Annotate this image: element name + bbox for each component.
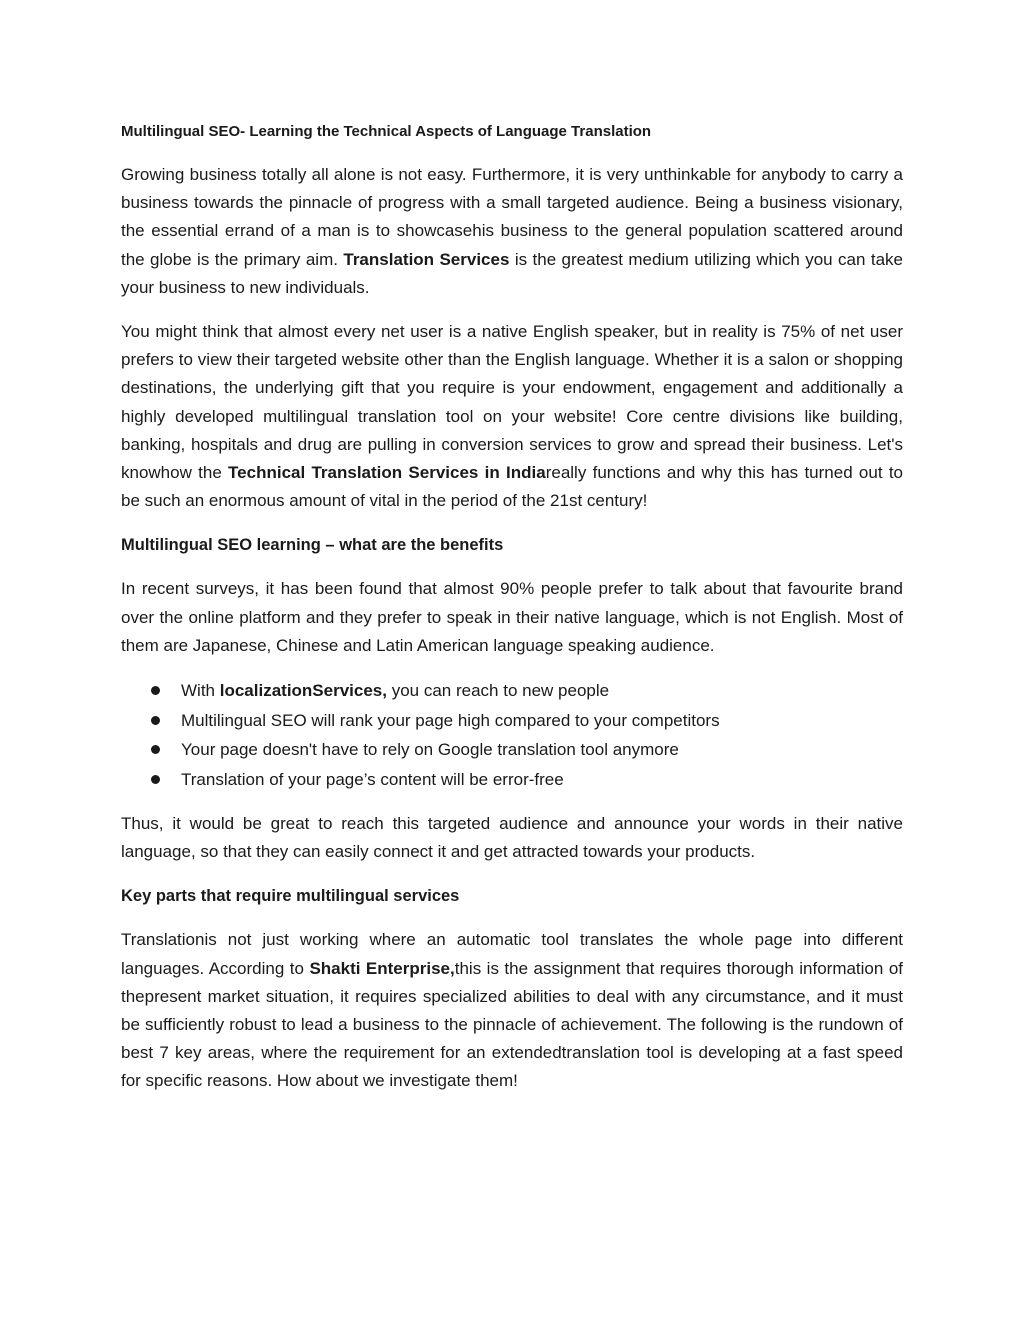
key-parts-heading: Key parts that require multilingual services bbox=[121, 887, 460, 906]
bullet-text: Your page doesn't have to rely on Google translation tool anymore bbox=[181, 740, 679, 760]
bullet-text-start: With bbox=[181, 681, 220, 701]
document-page bbox=[121, 119, 903, 1112]
list-item bbox=[121, 676, 903, 706]
bullet-text: Translation of your page’s content will be error-free bbox=[181, 769, 564, 789]
surveys-paragraph: In recent surveys, it has been found that almost 90% people prefer to talk about that favourite brand over the online platform and they prefer to speak in their native language, which is not English. Most of them are Japanese, Chinese and Latin American language speaking audience. bbox=[121, 579, 903, 655]
translation-services-keyword: Translation Services bbox=[343, 249, 510, 269]
bullet-icon bbox=[151, 745, 160, 754]
shakti-enterprise-keyword: Shakti Enterprise, bbox=[309, 958, 455, 978]
key-parts-paragraph bbox=[121, 926, 903, 1095]
list-item bbox=[121, 765, 903, 795]
key-parts-text-end: this is the assignment that requires thorough information of thepresent market situation, it requires specialized abilities to deal with any circumstance, and it must be sufficiently robust to lead a business to the pinnacle of achievement. The following is the rundown of best 7 key areas, where the requirement for an extendedtranslation tool is developing at a fast speed for specific reasons. How about we investigate them! bbox=[121, 958, 903, 1091]
document-title: Multilingual SEO- Learning the Technical Aspects of Language Translation bbox=[121, 123, 652, 140]
localization-services-keyword: localizationServices, bbox=[219, 681, 387, 701]
native-speaker-paragraph bbox=[121, 318, 903, 515]
intro-text-end: is the greatest medium utilizing which you can take your business to new individuals. bbox=[121, 249, 903, 297]
native-speaker-text-start: You might think that almost every net user is a native English speaker, but in reality is 75% of net user prefers to view their targeted website other than the English language. Whether it is a salon or shopping destinations, the underlying gift that you require is your endowment, engagement and additionally a highly developed multilingual translation tool on your website! Core centre divisions like building, banking, hospitals and drug are pulling in conversion services to grow and spread their business. Let's knowhow the bbox=[121, 322, 903, 483]
bullet-icon bbox=[151, 686, 160, 695]
intro-paragraph bbox=[121, 161, 903, 302]
technical-translation-keyword: Technical Translation Services in India bbox=[228, 463, 546, 483]
native-speaker-text-end: really functions and why this has turned out to be such an enormous amount of vital in the period of the 21st century! bbox=[121, 463, 903, 511]
benefits-list bbox=[121, 676, 903, 794]
bullet-icon bbox=[151, 716, 160, 725]
key-parts-text-start: Translationis not just working where an automatic tool translates the whole page into different languages. According to bbox=[121, 930, 903, 978]
conclusion-paragraph: Thus, it would be great to reach this targeted audience and announce your words in their native language, so that they can easily connect it and get attracted towards your products. bbox=[121, 814, 903, 862]
intro-text-start: Growing business totally all alone is not easy. Furthermore, it is very unthinkable for anybody to carry a business towards the pinnacle of progress with a small targeted audience. Being a business visionary, the essential errand of a man is to showcasehis business to the general population scattered around the globe is the primary aim. bbox=[121, 165, 903, 269]
list-item bbox=[121, 735, 903, 765]
benefits-heading: Multilingual SEO learning – what are the benefits bbox=[121, 536, 504, 555]
list-item bbox=[121, 706, 903, 736]
bullet-text: Multilingual SEO will rank your page high compared to your competitors bbox=[181, 710, 720, 730]
bullet-text-end: you can reach to new people bbox=[386, 681, 610, 701]
bullet-icon bbox=[151, 775, 160, 784]
